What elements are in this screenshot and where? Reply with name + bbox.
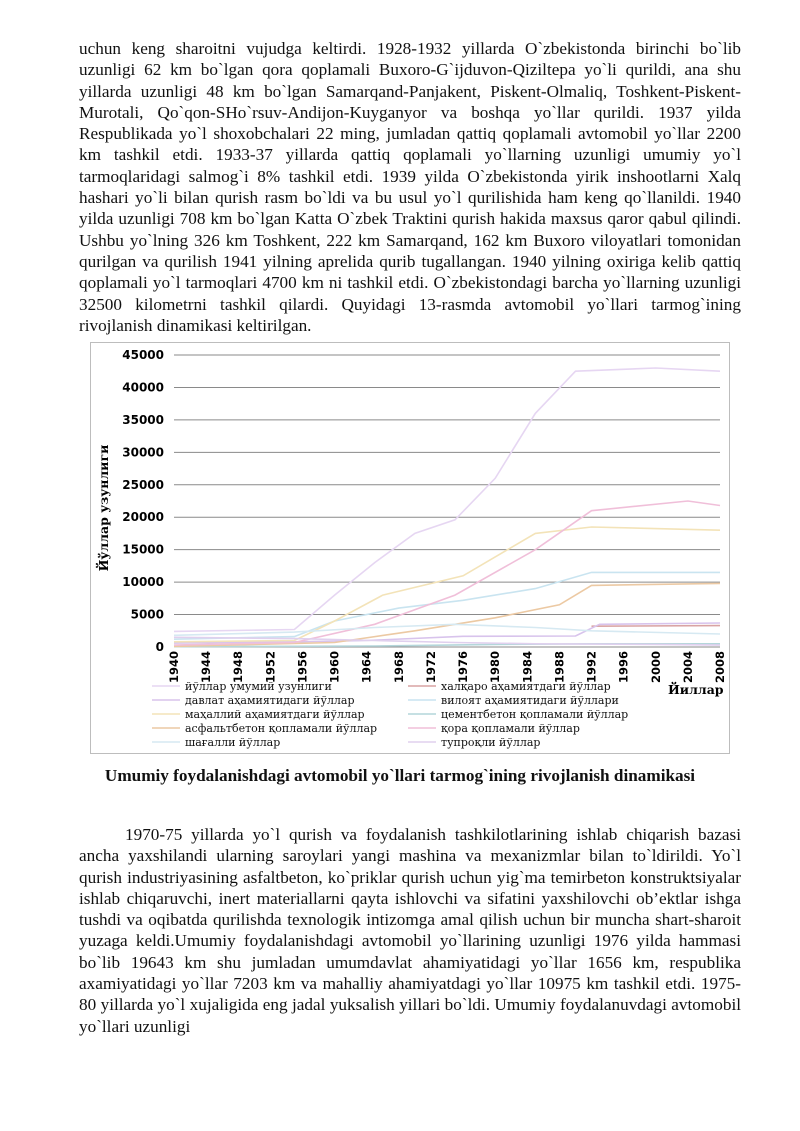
series-line (592, 626, 721, 627)
x-tick-label: 1968 (391, 651, 406, 684)
x-tick-label: 2008 (713, 651, 727, 684)
road-network-chart (90, 342, 730, 754)
legend-entry: цементбетон қопламали йўллар (441, 708, 629, 721)
y-tick-label: 10000 (122, 575, 164, 590)
x-axis-label: Йиллар (668, 682, 724, 697)
x-tick-label: 1984 (520, 651, 535, 684)
y-tick-label: 25000 (122, 477, 164, 492)
y-tick-label: 15000 (122, 542, 164, 557)
legend-entry: давлат аҳамиятидаги йўллар (185, 694, 355, 707)
x-tick-label: 1944 (199, 651, 214, 684)
x-tick-label: 1972 (423, 651, 438, 684)
legend-entry: вилоят аҳамиятидаги йўллари (441, 694, 619, 707)
x-tick-label: 1996 (616, 651, 631, 684)
legend-entry: тупроқли йўллар (441, 736, 541, 749)
y-tick-label: 45000 (122, 348, 164, 362)
x-tick-label: 1964 (359, 651, 374, 684)
x-tick-label: 2004 (680, 651, 695, 684)
y-axis-label: Йўллар узунлиги (96, 444, 111, 572)
x-tick-label: 1980 (488, 651, 503, 684)
line-chart (90, 342, 730, 754)
y-tick-label: 30000 (122, 445, 164, 460)
legend-entry: шағалли йўллар (185, 736, 281, 749)
x-tick-label: 1948 (231, 651, 246, 684)
y-tick-label: 20000 (122, 510, 164, 525)
y-tick-label: 5000 (130, 607, 164, 622)
x-tick-label: 1960 (327, 651, 342, 684)
chart-caption: Umumiy foydalanishdagi avtomobil yo`llari tarmog`ining rivojlanish dinamikasi (104, 766, 696, 785)
x-tick-label: 1956 (295, 651, 310, 684)
x-tick-label: 1976 (456, 651, 471, 684)
y-tick-label: 40000 (122, 380, 164, 395)
legend-entry: маҳаллий аҳамиятдаги йўллар (185, 708, 365, 721)
y-tick-label: 0 (155, 640, 164, 654)
paragraph-bottom: 1970-75 yillarda yo`l qurish va foydalanish tashkilotlarining ishlab chiqarish bazasi ancha yaxshilandi ularning saroylari yangi mashina va mexanizmlar bilan to`ldirildi. Yo`l qurish industriyasining asfaltbeton, ko`priklar qurish uchun yig`ma temirbeton konstruktsiyalar ishlab chiqaruvchi, inert materiallarni qayta ishlovchi va sifatini yaxshilovchi ob’ektlar ishga tushdi va oqibatda qurilishda texnologik intizomga amal qilish uchun bir muncha shart-sharoit yuzaga keldi.Umumiy foydalanishdagi avtomobil yo`llarining uzunligi 1976 yilda hammasi bo`lib 19643 km shu jumladan umumdavlat ahamiyatidagi yo`llar 1656 km, respublika axamiyatidagi yo`llar 7203 km va mahalliy ahamiyatdagi yo`llar 10975 km tashkil etdi. 1975-80 yillarda yo`l xujaligida eng jadal yuksalish yillari bo`ldi. Umumiy foydalanuvdagi avtomobil yo`llari uzunligi (79, 825, 741, 1036)
x-tick-label: 1992 (584, 651, 599, 684)
paragraph-top: uchun keng sharoitni vujudga keltirdi. 1928-1932 yillarda O`zbekistonda birinchi bo`lib uzunligi 62 km bo`lgan qora qoplamali Buxoro-G`ijduvon-Qiziltepa yo`li qurildi, ana shu yillarda uzunligi 48 km bo`lgan Samarqand-Panjakent, Piskent-Olmaliq, Toshkent-Piskent-Murotali, Qo`qon-SHo`rsuv-Andijon-Kuyganyor va boshqa yo`llar qurildi. 1937 yilda Respublikada yo`l shoxobchalari 22 ming, jumladan qattiq qoplamali avtomobil yo`llar 2200 km tashkil etdi. 1933-37 yillarda qattiq qoplamali yo`llarning uzunligi umumiy yo`l tarmoqlaridagi salmog`i 8% tashkil etdi. 1939 yilda O`zbekistonda yirik inshootlarni Xalq hashari yo`li bilan qurish rasm bo`ldi va bu usul yo`l qurilishida ham keng qo`llanildi. 1940 yilda uzunligi 708 km bo`lgan Katta O`zbek Traktini qurish hakida maxsus qaror qabul qilindi. Ushbu yo`lning 326 km Toshkent, 222 km Samarqand, 162 km Buxoro viloyatlari tomonidan qurilgan va qurilish 1941 yilning aprelida qurib tugallangan. 1940 yilning oxiriga kelib qattiq qoplamali yo`l tarmoqlari 4700 km ni tashkil etdi. O`zbekistondagi barcha yo`llarning uzunligi 32500 kilometrni tashkil qilardi. Quyidagi 13-rasmda avtomobil yo`llari tarmog`ining rivojlanish dinamikasi keltirilgan. (79, 39, 741, 335)
x-tick-label: 1952 (263, 651, 278, 684)
y-tick-label: 35000 (122, 412, 164, 427)
legend-entry: халқаро аҳамиятдаги йўллар (441, 680, 611, 693)
x-tick-label: 1940 (167, 651, 181, 684)
legend-entry: қора қопламали йўллар (441, 722, 580, 735)
legend-entry: йўллар умумий узунлиги (185, 680, 332, 693)
x-tick-label: 2000 (648, 651, 663, 684)
x-tick-label: 1988 (552, 651, 567, 684)
legend-entry: асфальтбетон қопламали йўллар (185, 722, 378, 735)
